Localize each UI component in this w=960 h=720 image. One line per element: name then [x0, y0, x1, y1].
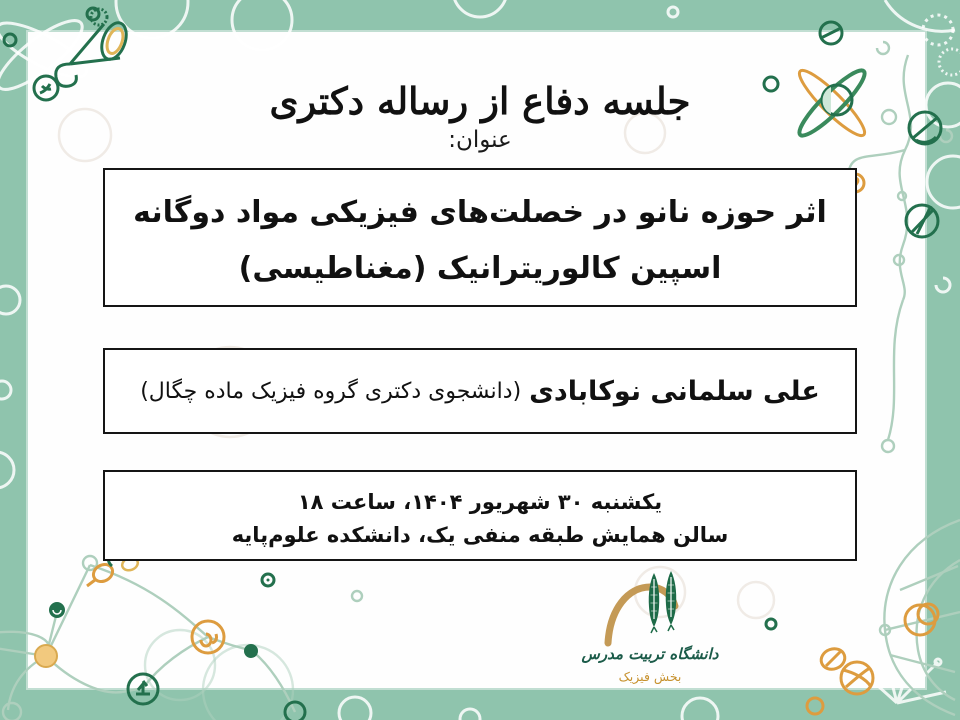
presenter-name: علی سلمانی نوکابادی	[529, 375, 820, 407]
title-label: عنوان:	[448, 127, 512, 153]
presenter-box	[103, 348, 857, 434]
schedule-datetime: یکشنبه ۳۰ شهریور ۱۴۰۴، ساعت ۱۸	[297, 490, 663, 514]
page-title: جلسه دفاع از رساله دکتری	[269, 78, 691, 123]
schedule-location: سالن همایش طبقه منفی یک، دانشکده علوم‌پایه	[231, 523, 729, 547]
university-name: دانشگاه تربیت مدرس	[581, 645, 719, 663]
university-logo	[578, 571, 722, 684]
cypress-tree-icon	[649, 573, 660, 633]
logo-arch-trees-icon	[602, 571, 698, 649]
department-name: بخش فیزیک	[618, 669, 682, 684]
thesis-title-line2: اسپین کالوریترانیک (مغناطیسی)	[238, 251, 722, 286]
thesis-title-line1: اثر حوزه نانو در خصلت‌های فیزیکی مواد دوگانه	[133, 195, 827, 230]
thesis-title-box	[103, 168, 857, 307]
schedule-box	[103, 470, 857, 561]
cypress-tree-icon	[666, 571, 677, 631]
presenter-role: (دانشجوی دکتری گروه فیزیک ماده چگال)	[140, 378, 522, 404]
